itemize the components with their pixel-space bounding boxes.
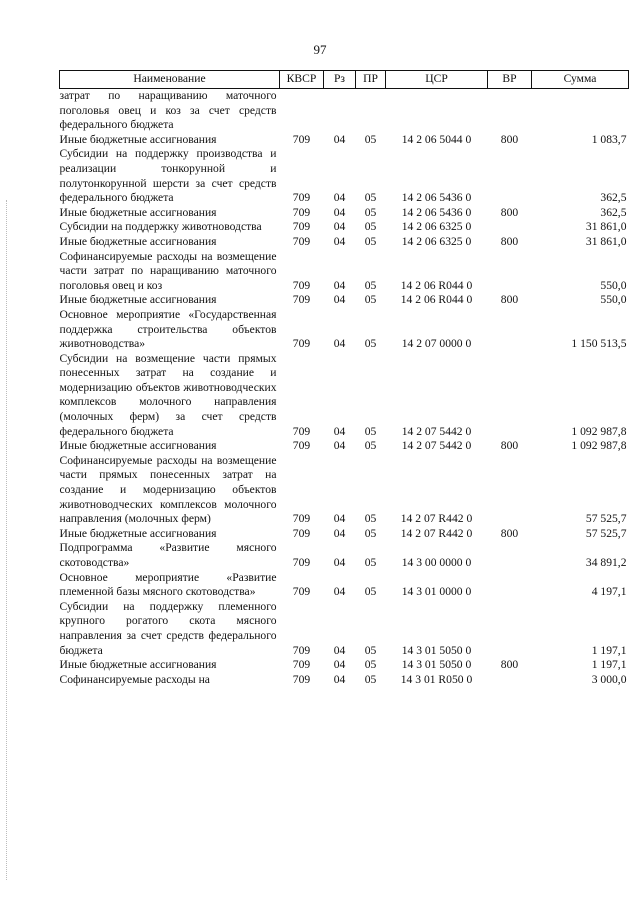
row-sum: 1 197,1 bbox=[591, 658, 627, 672]
row-name: Иные бюджетные ассигнования bbox=[59, 526, 217, 540]
table-row bbox=[60, 541, 629, 570]
row-csr: 14 2 06 6325 0 bbox=[401, 220, 472, 234]
row-name: Субсидии на возмещение части прямых понесенных затрат на создание и модернизацию объектов животноводческих комплексов молочного направления (молочных ферм) за счет средств федерального бюджета bbox=[59, 351, 277, 438]
row-pr: 05 bbox=[364, 526, 377, 540]
row-vr bbox=[488, 308, 532, 352]
row-kvsr: 709 bbox=[292, 234, 311, 248]
row-csr: 14 2 06 R044 0 bbox=[400, 278, 473, 292]
row-pr: 05 bbox=[364, 132, 377, 146]
row-kvsr: 709 bbox=[292, 132, 311, 146]
row-rz: 04 bbox=[333, 278, 346, 292]
table-row bbox=[60, 250, 629, 294]
table-row bbox=[60, 308, 629, 352]
row-vr bbox=[488, 147, 532, 205]
row-name: Субсидии на поддержку животноводства bbox=[59, 220, 262, 234]
row-rz: 04 bbox=[333, 526, 346, 540]
row-sum: 31 861,0 bbox=[585, 234, 627, 248]
row-sum: 1 150 513,5 bbox=[571, 337, 627, 351]
row-rz: 04 bbox=[333, 191, 346, 205]
row-csr: 14 3 01 R050 0 bbox=[400, 672, 473, 686]
row-csr: 14 2 07 5442 0 bbox=[401, 439, 472, 453]
row-name: Иные бюджетные ассигнования bbox=[59, 234, 217, 248]
row-name: Подпрограмма «Развитие мясного скотоводства» bbox=[59, 541, 277, 569]
row-name: Основное мероприятие «Государственная поддержка строительства объектов животноводства» bbox=[59, 307, 277, 351]
row-vr bbox=[488, 571, 532, 600]
row-pr: 05 bbox=[364, 293, 377, 307]
table-row bbox=[60, 439, 629, 454]
row-csr: 14 2 06 5436 0 bbox=[401, 205, 472, 219]
row-pr: 05 bbox=[364, 439, 377, 453]
table-row bbox=[60, 133, 629, 148]
table-body bbox=[60, 89, 629, 688]
row-kvsr: 709 bbox=[292, 191, 311, 205]
row-name: Основное мероприятие «Развитие племенной базы мясного скотоводства» bbox=[59, 570, 277, 599]
row-pr: 05 bbox=[364, 191, 377, 205]
row-sum: 57 525,7 bbox=[585, 526, 627, 540]
row-csr: 14 2 07 R442 0 bbox=[400, 512, 473, 526]
row-sum bbox=[532, 89, 629, 133]
row-csr: 14 2 06 6325 0 bbox=[401, 234, 472, 248]
row-kvsr: 709 bbox=[292, 512, 311, 526]
row-csr: 14 2 06 5044 0 bbox=[401, 132, 472, 146]
table-header bbox=[60, 71, 629, 89]
row-csr: 14 2 06 5436 0 bbox=[401, 191, 472, 205]
scan-edge-mark bbox=[6, 200, 8, 880]
row-rz: 04 bbox=[333, 205, 346, 219]
row-vr: 800 bbox=[500, 205, 519, 219]
row-sum: 57 525,7 bbox=[585, 512, 627, 526]
row-csr: 14 3 00 0000 0 bbox=[401, 556, 472, 569]
row-rz: 04 bbox=[333, 585, 346, 599]
row-kvsr: 709 bbox=[292, 556, 311, 569]
row-sum: 362,5 bbox=[600, 205, 627, 219]
row-csr: 14 3 01 5050 0 bbox=[401, 643, 472, 657]
row-csr: 14 2 07 R442 0 bbox=[400, 526, 473, 540]
row-pr: 05 bbox=[364, 512, 377, 526]
row-vr bbox=[488, 352, 532, 440]
row-rz: 04 bbox=[333, 556, 346, 569]
row-kvsr: 709 bbox=[292, 293, 311, 307]
row-rz: 04 bbox=[333, 439, 346, 453]
table-row bbox=[60, 527, 629, 542]
row-pr: 05 bbox=[364, 658, 377, 672]
row-pr: 05 bbox=[364, 643, 377, 657]
row-csr: 14 2 07 5442 0 bbox=[401, 424, 472, 438]
row-csr: 14 2 07 0000 0 bbox=[401, 337, 472, 351]
row-sum: 4 197,1 bbox=[591, 585, 627, 599]
row-vr: 800 bbox=[500, 439, 519, 453]
row-sum: 31 861,0 bbox=[585, 220, 627, 234]
row-vr bbox=[488, 454, 532, 527]
table-row bbox=[60, 673, 629, 688]
row-name: затрат по наращиванию маточного поголовья овец и коз за счет средств федерального бюджета bbox=[59, 89, 277, 132]
row-rz: 04 bbox=[333, 132, 346, 146]
row-pr: 05 bbox=[364, 585, 377, 599]
budget-table bbox=[59, 70, 629, 687]
row-vr bbox=[488, 250, 532, 294]
row-vr bbox=[488, 89, 532, 133]
row-rz: 04 bbox=[333, 672, 346, 686]
row-sum: 34 891,2 bbox=[585, 556, 627, 569]
col-header-vr: ВР bbox=[488, 71, 532, 89]
row-rz: 04 bbox=[333, 658, 346, 672]
row-pr: 05 bbox=[364, 556, 377, 569]
table-row bbox=[60, 571, 629, 600]
row-sum: 1 092 987,8 bbox=[571, 439, 627, 453]
row-sum: 1 092 987,8 bbox=[571, 424, 627, 438]
col-header-kvsr: КВСР bbox=[280, 71, 324, 89]
row-pr: 05 bbox=[364, 337, 377, 351]
row-kvsr: 709 bbox=[292, 278, 311, 292]
row-kvsr: 709 bbox=[292, 205, 311, 219]
row-kvsr: 709 bbox=[292, 424, 311, 438]
row-name: Иные бюджетные ассигнования bbox=[59, 205, 217, 219]
table-row bbox=[60, 89, 629, 133]
page-number: 97 bbox=[313, 42, 327, 57]
row-sum: 550,0 bbox=[600, 293, 627, 307]
row-sum: 1 197,1 bbox=[591, 643, 627, 657]
row-name: Софинансируемые расходы на bbox=[59, 672, 210, 686]
row-pr: 05 bbox=[364, 672, 377, 686]
row-name: Иные бюджетные ассигнования bbox=[59, 293, 217, 307]
row-kvsr: 709 bbox=[292, 672, 311, 686]
row-pr: 05 bbox=[364, 424, 377, 438]
row-rz bbox=[324, 89, 356, 133]
row-vr: 800 bbox=[500, 658, 519, 672]
table-row bbox=[60, 206, 629, 221]
row-rz: 04 bbox=[333, 234, 346, 248]
col-header-csr: ЦСР bbox=[386, 71, 488, 89]
row-rz: 04 bbox=[333, 512, 346, 526]
table-row bbox=[60, 220, 629, 235]
col-header-rz: Рз bbox=[324, 71, 356, 89]
row-sum: 362,5 bbox=[600, 191, 627, 205]
table-row bbox=[60, 658, 629, 673]
row-pr: 05 bbox=[364, 205, 377, 219]
row-rz: 04 bbox=[333, 293, 346, 307]
row-vr bbox=[488, 673, 532, 688]
row-kvsr bbox=[280, 89, 324, 133]
row-kvsr: 709 bbox=[292, 585, 311, 599]
row-name: Иные бюджетные ассигнования bbox=[59, 132, 217, 146]
table-row bbox=[60, 454, 629, 527]
row-sum: 1 083,7 bbox=[591, 132, 627, 146]
row-name: Софинансируемые расходы на возмещение части затрат по наращиванию маточного поголовья овец и коз bbox=[59, 249, 277, 292]
table-row bbox=[60, 235, 629, 250]
table-row bbox=[60, 600, 629, 658]
row-sum: 550,0 bbox=[600, 278, 627, 292]
row-kvsr: 709 bbox=[292, 337, 311, 351]
row-vr: 800 bbox=[500, 526, 519, 540]
row-kvsr: 709 bbox=[292, 526, 311, 540]
row-csr: 14 2 06 R044 0 bbox=[400, 293, 473, 307]
row-name: Иные бюджетные ассигнования bbox=[59, 439, 217, 453]
table-row bbox=[60, 352, 629, 440]
row-rz: 04 bbox=[333, 220, 346, 234]
row-pr bbox=[356, 89, 386, 133]
row-kvsr: 709 bbox=[292, 658, 311, 672]
row-pr: 05 bbox=[364, 278, 377, 292]
row-kvsr: 709 bbox=[292, 439, 311, 453]
row-kvsr: 709 bbox=[292, 220, 311, 234]
row-kvsr: 709 bbox=[292, 643, 311, 657]
row-vr bbox=[488, 220, 532, 235]
col-header-name: Наименование bbox=[60, 71, 280, 89]
row-csr bbox=[386, 89, 488, 133]
row-pr: 05 bbox=[364, 220, 377, 234]
row-rz: 04 bbox=[333, 424, 346, 438]
col-header-pr: ПР bbox=[356, 71, 386, 89]
row-csr: 14 3 01 0000 0 bbox=[401, 585, 472, 599]
row-vr: 800 bbox=[500, 132, 519, 146]
row-name: Софинансируемые расходы на возмещение части прямых понесенных затрат на создание и модернизацию объектов животноводческих комплексов молочного направления (молочных ферм) bbox=[59, 453, 277, 526]
row-vr bbox=[488, 600, 532, 658]
row-vr: 800 bbox=[500, 293, 519, 307]
row-pr: 05 bbox=[364, 234, 377, 248]
col-header-sum: Сумма bbox=[532, 71, 629, 89]
table-row bbox=[60, 293, 629, 308]
row-csr: 14 3 01 5050 0 bbox=[401, 658, 472, 672]
row-name: Субсидии на поддержку племенного крупного рогатого скота мясного направления за счет средств федерального бюджета bbox=[59, 599, 277, 657]
row-rz: 04 bbox=[333, 643, 346, 657]
row-vr bbox=[488, 541, 532, 570]
row-vr: 800 bbox=[500, 234, 519, 248]
row-sum: 3 000,0 bbox=[591, 672, 627, 686]
table-row bbox=[60, 147, 629, 205]
row-rz: 04 bbox=[333, 337, 346, 351]
row-name: Субсидии на поддержку производства и реализации тонкорунной и полутонкорунной шерсти за счет средств федерального бюджета bbox=[59, 147, 277, 205]
row-name: Иные бюджетные ассигнования bbox=[59, 658, 217, 672]
